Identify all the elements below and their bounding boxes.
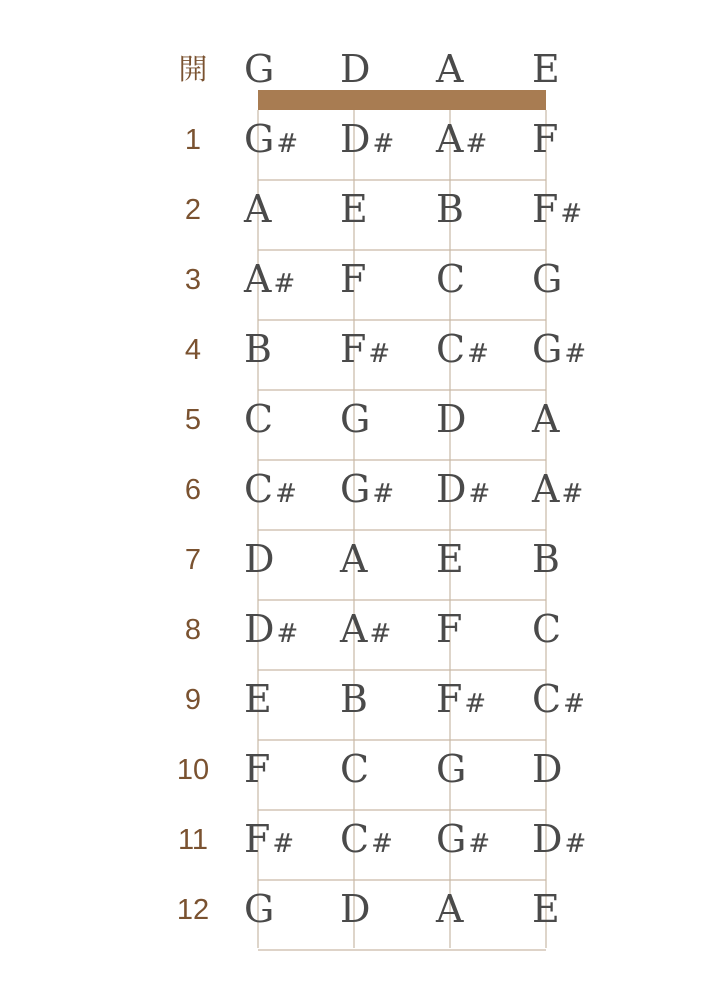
note-fret-10-d: C	[340, 747, 370, 791]
note-fret-9-d: B	[340, 677, 368, 721]
note-fret-2-a: B	[436, 187, 464, 231]
note-fret-12-e: E	[532, 887, 560, 931]
note-fret-7-e: B	[532, 537, 560, 581]
fret-number-5: 5	[184, 404, 202, 436]
note-fret-7-g: D	[244, 537, 275, 581]
note-fret-2-g: A	[244, 187, 272, 231]
note-fret-12-d: D	[340, 887, 371, 931]
note-open-a: A	[436, 47, 464, 91]
fret-number-10: 10	[176, 754, 210, 786]
note-fret-12-a: A	[436, 887, 464, 931]
note-fret-6-d: G#	[340, 467, 395, 511]
note-fret-6-e: A#	[532, 467, 584, 511]
note-fret-11-d: C#	[340, 817, 393, 861]
fret-number-3: 3	[184, 264, 202, 296]
note-fret-4-a: C#	[436, 327, 489, 371]
fret-number-12: 12	[176, 894, 210, 926]
note-open-e: E	[532, 47, 560, 91]
note-fret-7-a: E	[436, 537, 464, 581]
fret-number-2: 2	[184, 194, 202, 226]
note-open-d: D	[340, 47, 371, 91]
note-fret-3-g: A#	[244, 257, 296, 301]
note-fret-9-g: E	[244, 677, 272, 721]
note-fret-8-e: C	[532, 607, 562, 651]
note-fret-5-e: A	[532, 397, 560, 441]
note-fret-5-a: D	[436, 397, 467, 441]
note-fret-9-a: F#	[436, 677, 487, 721]
note-fret-5-d: G	[340, 397, 371, 441]
fret-number-4: 4	[184, 334, 202, 366]
note-fret-1-d: D#	[340, 117, 395, 161]
note-fret-11-a: G#	[436, 817, 491, 861]
note-fret-4-g: B	[244, 327, 272, 371]
note-fret-10-g: F	[244, 747, 271, 791]
note-open-g: G	[244, 47, 275, 91]
fret-number-6: 6	[184, 474, 202, 506]
note-fret-11-e: D#	[532, 817, 587, 861]
fret-number-1: 1	[184, 124, 202, 156]
fretboard-grid	[258, 110, 546, 950]
fret-number-7: 7	[184, 544, 202, 576]
fret-number-9: 9	[184, 684, 202, 716]
note-fret-8-a: F	[436, 607, 463, 651]
note-fret-10-a: G	[436, 747, 467, 791]
note-fret-3-e: G	[532, 257, 563, 301]
note-fret-6-a: D#	[436, 467, 491, 511]
fret-number-column	[177, 54, 209, 926]
fret-number-8: 8	[184, 614, 202, 646]
note-fret-2-e: F#	[532, 187, 583, 231]
note-fret-8-g: D#	[244, 607, 299, 651]
note-fret-11-g: F#	[244, 817, 295, 861]
note-fret-3-d: F	[340, 257, 367, 301]
note-fret-6-g: C#	[244, 467, 297, 511]
note-fret-9-e: C#	[532, 677, 585, 721]
note-fret-1-a: A#	[436, 117, 488, 161]
note-fret-3-a: C	[436, 257, 466, 301]
nut-bar	[258, 90, 546, 110]
open-string-label: 開	[178, 54, 208, 86]
note-fret-2-d: E	[340, 187, 368, 231]
fret-number-11: 11	[177, 824, 209, 856]
note-fret-1-e: F	[532, 117, 559, 161]
note-fret-4-d: F#	[340, 327, 391, 371]
note-fret-5-g: C	[244, 397, 274, 441]
note-fret-4-e: G#	[532, 327, 587, 371]
note-fret-7-d: A	[340, 537, 368, 581]
note-fret-12-g: G	[244, 887, 275, 931]
note-fret-10-e: D	[532, 747, 563, 791]
note-fret-8-d: A#	[340, 607, 392, 651]
note-fret-1-g: G#	[244, 117, 299, 161]
